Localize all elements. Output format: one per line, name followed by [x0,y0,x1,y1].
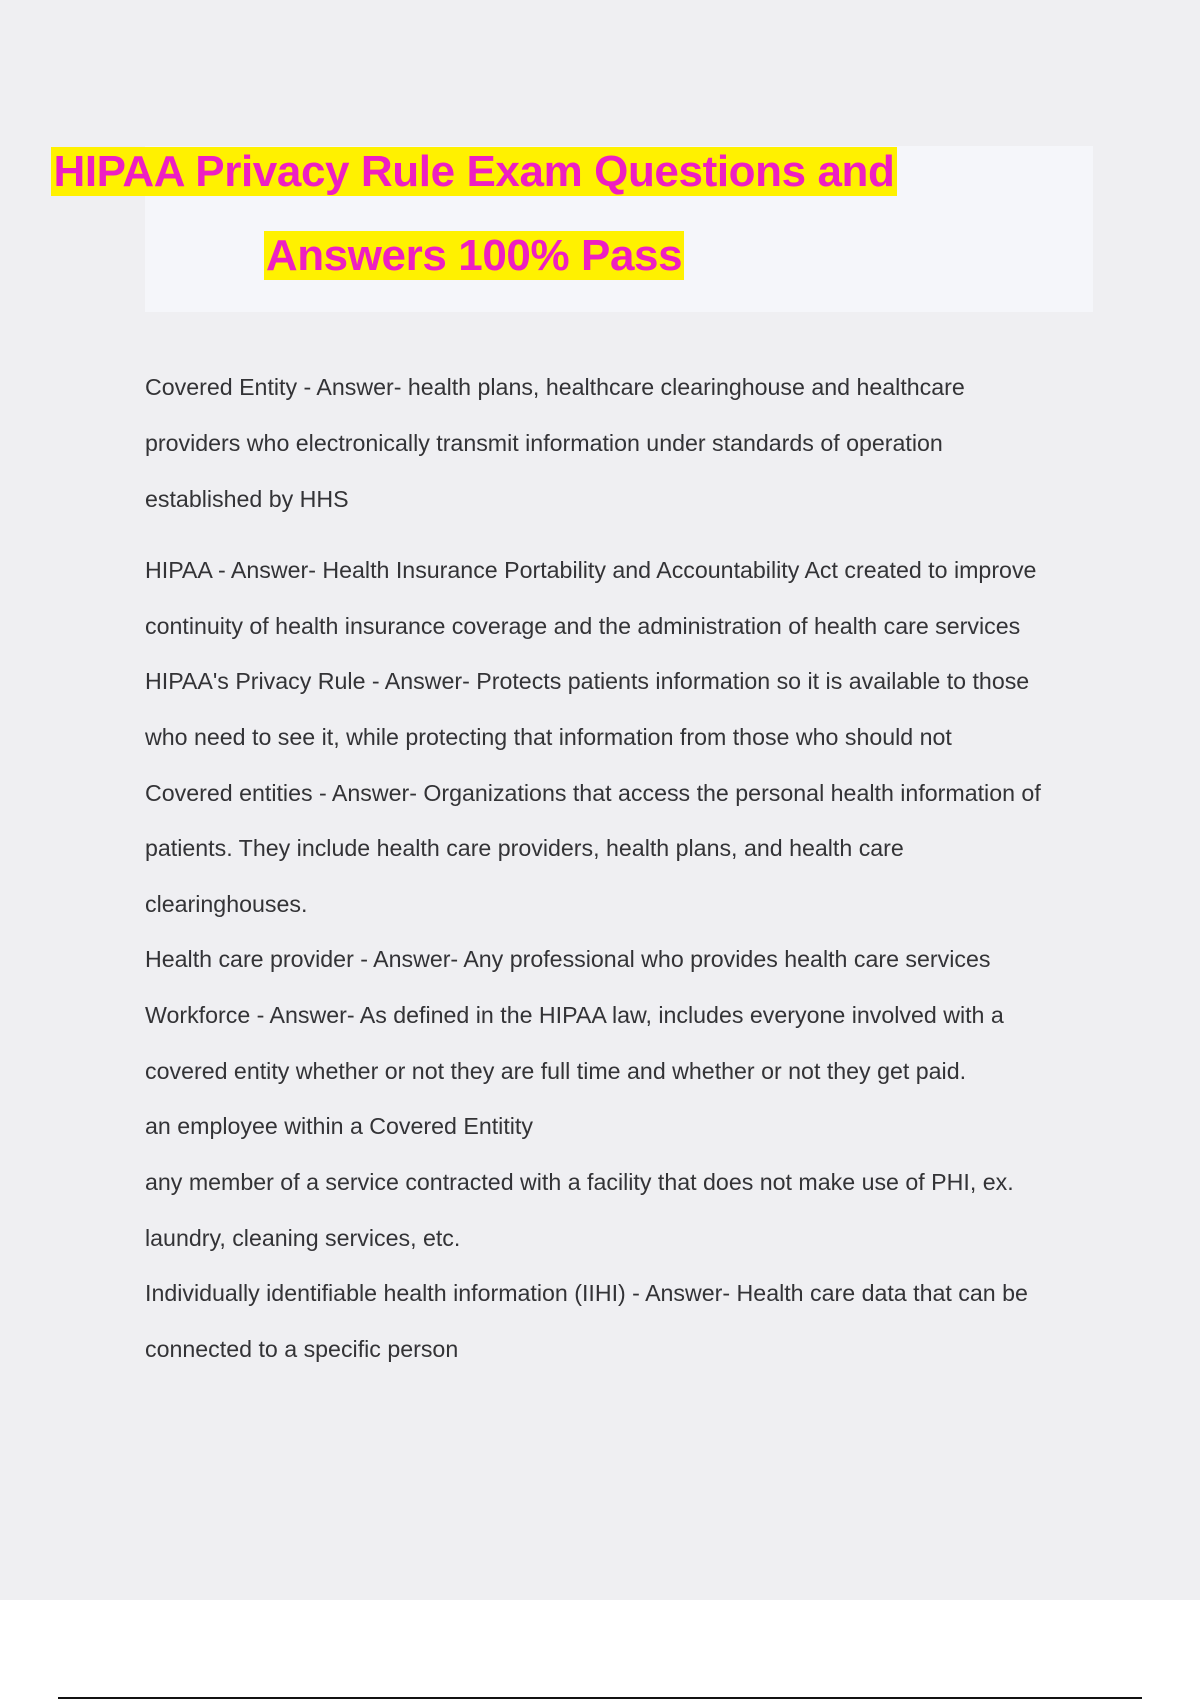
body-line: Covered entities - Answer- Organizations that access the personal health information of [145,780,1041,806]
body-line: Workforce - Answer- As defined in the HIPAA law, includes everyone involved with a [145,1002,1004,1028]
body-line: covered entity whether or not they are full time and whether or not they get paid. [145,1058,967,1084]
body-line: an employee within a Covered Entitity [145,1113,533,1139]
body-line: continuity of health insurance coverage and the administration of health care services [145,613,1021,639]
document-title-line-2: Answers 100% Pass [265,231,683,280]
body-line: clearinghouses. [145,891,308,917]
body-line: HIPAA - Answer- Health Insurance Portability and Accountability Act created to improve [145,557,1037,583]
body-line: any member of a service contracted with a facility that does not make use of PHI, ex. [145,1169,1014,1195]
body-line: connected to a specific person [145,1336,459,1362]
body-line: who need to see it, while protecting that information from those who should not [145,724,952,750]
body-line: HIPAA's Privacy Rule - Answer- Protects patients information so it is available to those [145,668,1030,694]
body-line: laundry, cleaning services, etc. [145,1225,461,1251]
body-line: patients. They include health care providers, health plans, and health care [145,835,904,861]
body-line: Covered Entity - Answer- health plans, healthcare clearinghouse and healthcare [145,374,965,400]
body-line: Health care provider - Answer- Any professional who provides health care services [145,946,991,972]
body-line: Individually identifiable health information (IIHI) - Answer- Health care data that can be [145,1280,1028,1306]
body-line: providers who electronically transmit information under standards of operation [145,430,943,456]
page-bottom-rule [58,1697,1142,1699]
body-line: established by HHS [145,486,349,512]
document-title-line-1: HIPAA Privacy Rule Exam Questions and [53,147,895,196]
